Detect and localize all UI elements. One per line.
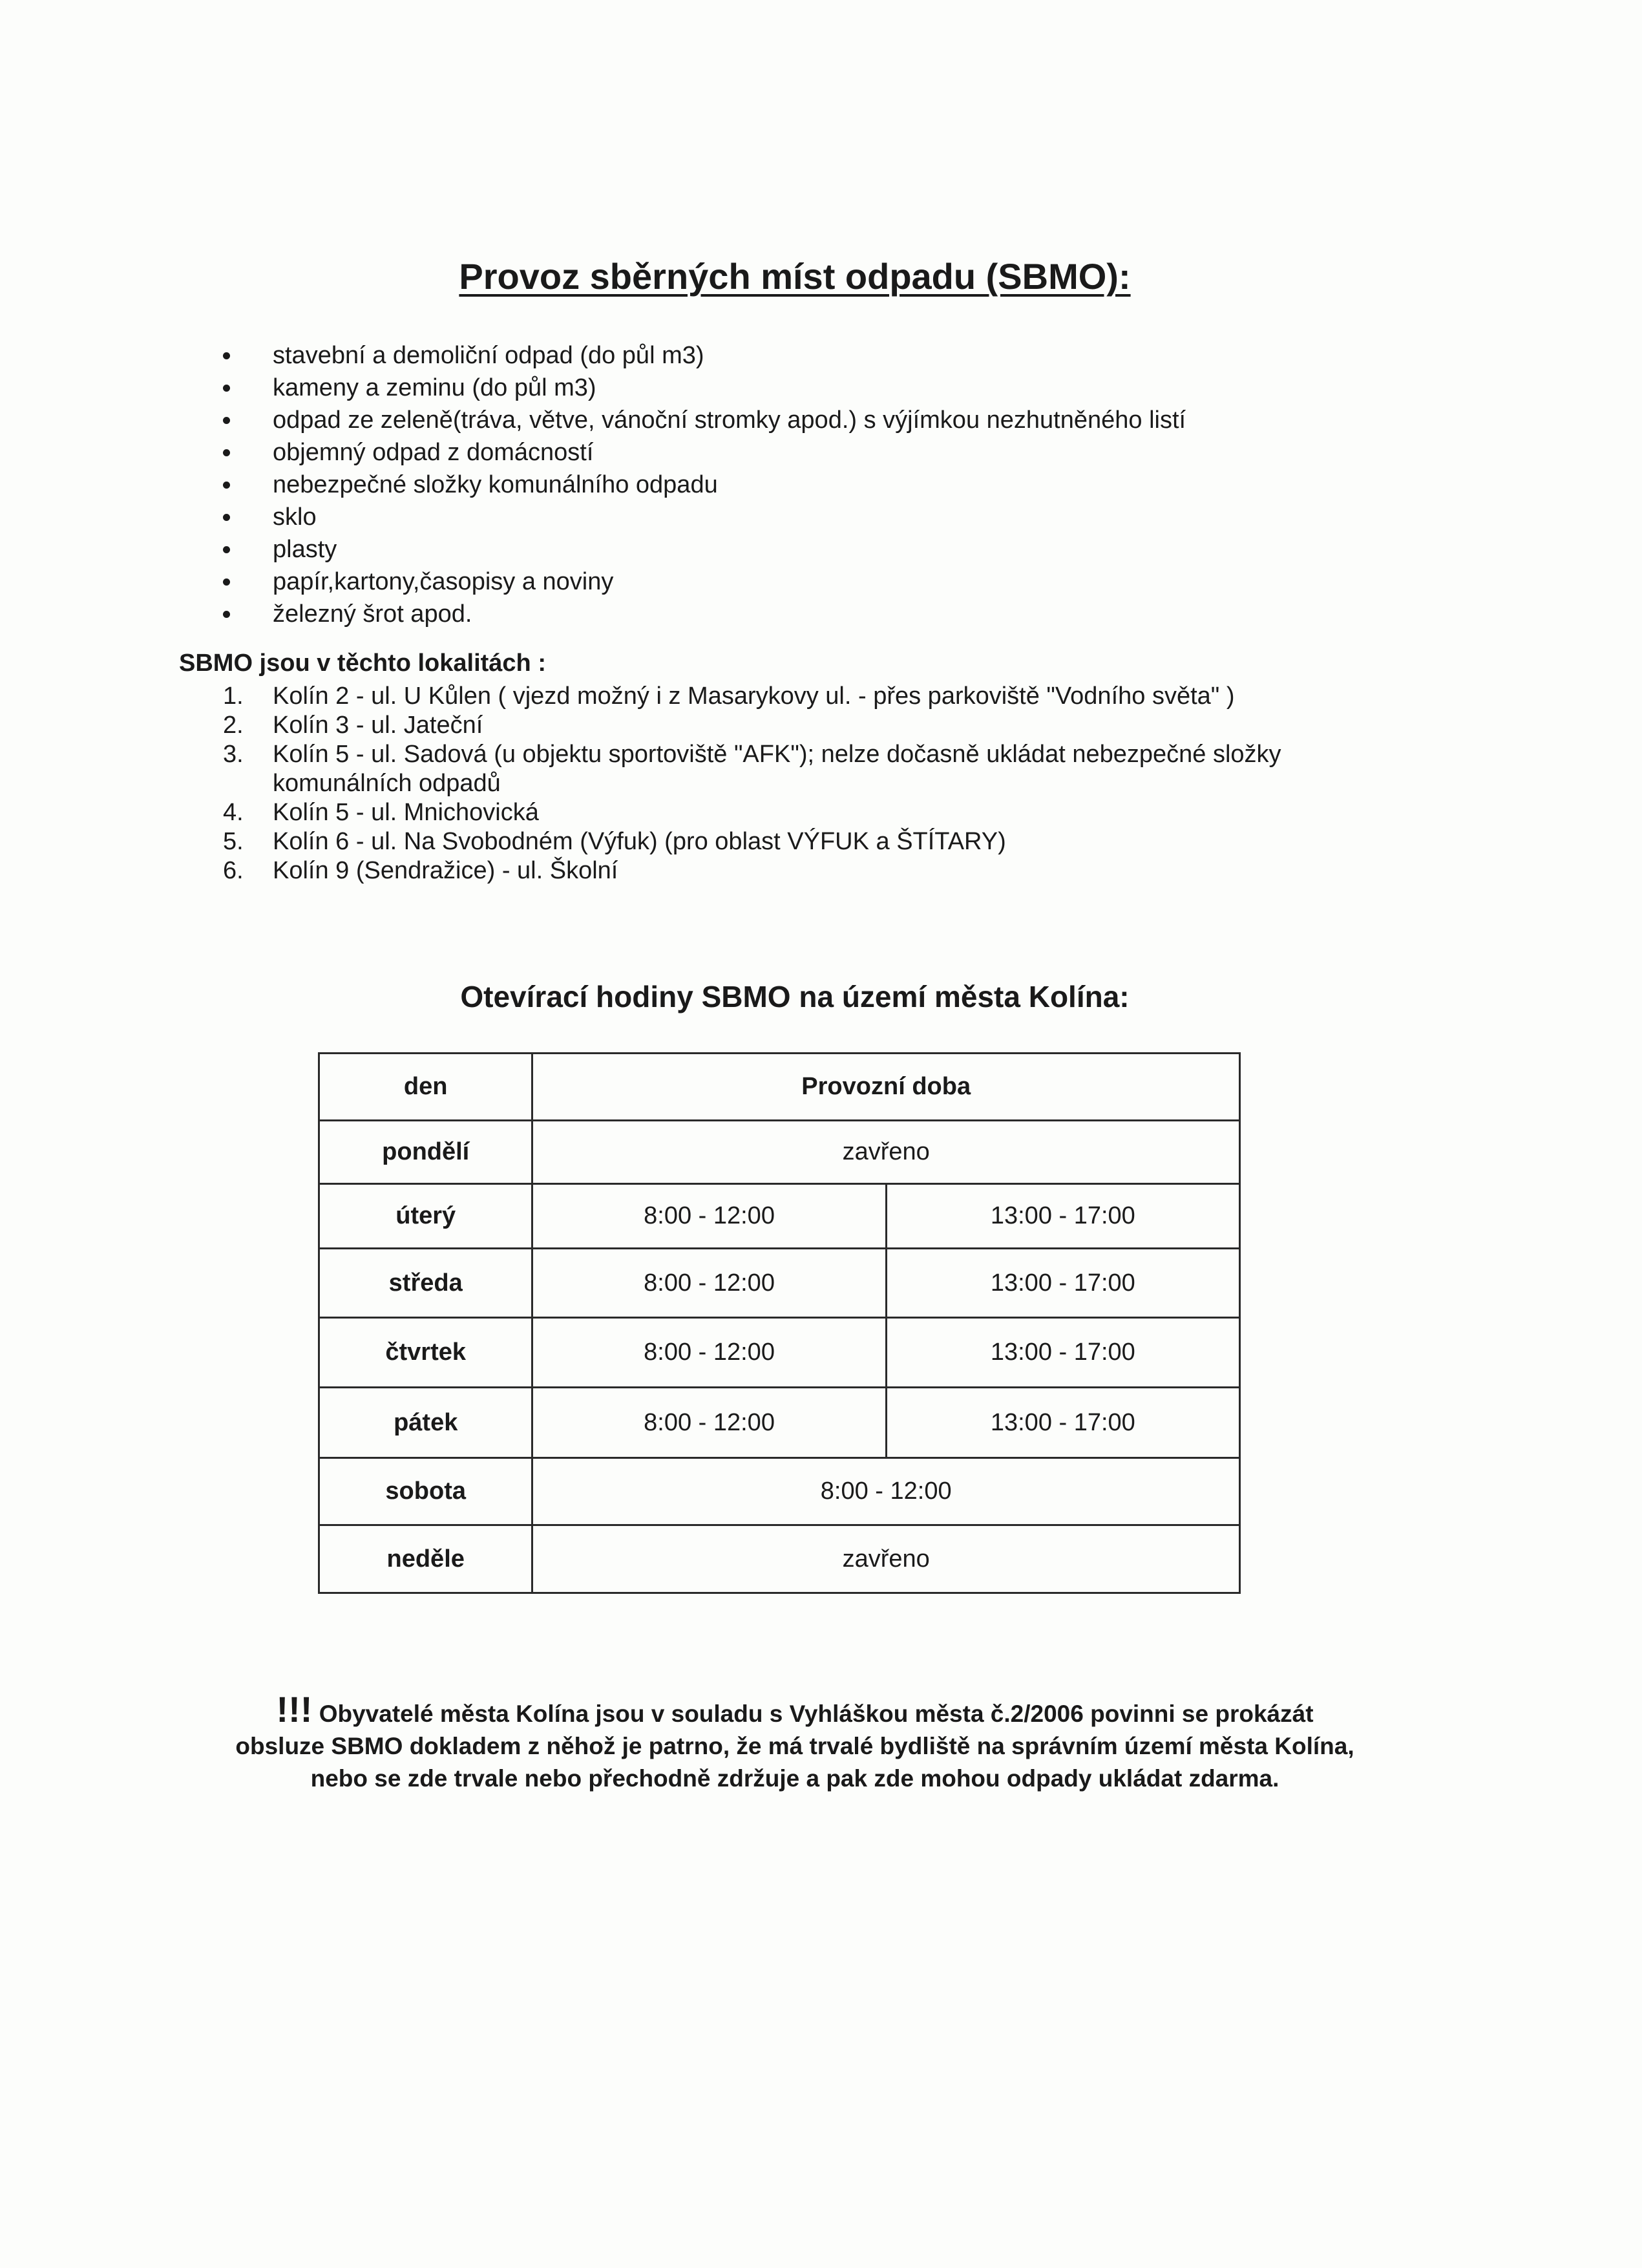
location-item: [223, 740, 1399, 798]
notice-text-1: Obyvatelé města Kolína jsou v souladu s Vyhláškou města č.2/2006 povinni se prokázát: [319, 1701, 1314, 1727]
residency-notice: [0, 1689, 1590, 1795]
location-number: 1.: [223, 683, 244, 710]
table-row: [319, 1318, 1240, 1388]
location-number: 2.: [223, 712, 244, 739]
morning-hours-cell: 8:00 - 12:00: [532, 1318, 886, 1388]
location-item: [223, 827, 1399, 856]
list-item: [223, 372, 1186, 404]
list-item-text: objemný odpad z domácností: [273, 439, 594, 466]
afternoon-hours-cell: 13:00 - 17:00: [886, 1249, 1239, 1318]
notice-line-1: [0, 1689, 1590, 1730]
hours-cell: zavřeno: [532, 1121, 1240, 1184]
location-item: [223, 856, 1399, 885]
hours-cell: 8:00 - 12:00: [532, 1458, 1240, 1525]
list-item: [223, 566, 1186, 598]
day-cell: úterý: [319, 1184, 532, 1249]
locations-list: [223, 682, 1399, 885]
list-item: [223, 501, 1186, 533]
table-row: [319, 1184, 1240, 1249]
list-item-text: plasty: [273, 536, 337, 563]
notice-line-3: nebo se zde trvale nebo přechodně zdržuje a pak zde mohou odpady ukládat zdarma.: [310, 1765, 1279, 1792]
bullet-icon: [223, 546, 230, 553]
location-number: 3.: [223, 741, 244, 768]
day-cell: pondělí: [319, 1121, 532, 1184]
day-cell: neděle: [319, 1525, 532, 1593]
day-cell: středa: [319, 1249, 532, 1318]
morning-hours-cell: 8:00 - 12:00: [532, 1249, 886, 1318]
list-item-text: odpad ze zeleně(tráva, větve, vánoční stromky apod.) s výjímkou nezhutněného listí: [273, 407, 1186, 434]
header-day: den: [319, 1054, 532, 1121]
page-title: Provoz sběrných míst odpadu (SBMO):: [459, 256, 1131, 297]
location-item: [223, 798, 1399, 827]
list-item-text: železný šrot apod.: [273, 600, 472, 628]
day-cell: sobota: [319, 1458, 532, 1525]
list-item: [223, 339, 1186, 372]
list-item-text: kameny a zeminu (do půl m3): [273, 374, 596, 401]
location-text: Kolín 3 - ul. Jateční: [273, 712, 483, 739]
location-text: Kolín 6 - ul. Na Svobodném (Výfuk) (pro oblast VÝFUK a ŠTÍTARY): [273, 828, 1006, 855]
table-row: [319, 1249, 1240, 1318]
location-number: 5.: [223, 828, 244, 855]
bullet-icon: [223, 352, 230, 359]
list-item: [223, 598, 1186, 630]
locations-heading: SBMO jsou v těchto lokalitách :: [179, 650, 546, 677]
afternoon-hours-cell: 13:00 - 17:00: [886, 1388, 1239, 1458]
table-header-row: [319, 1054, 1240, 1121]
list-item: [223, 469, 1186, 501]
bullet-icon: [223, 611, 230, 618]
morning-hours-cell: 8:00 - 12:00: [532, 1184, 886, 1249]
table-row: [319, 1388, 1240, 1458]
bullet-icon: [223, 578, 230, 586]
opening-hours-table: [318, 1052, 1241, 1594]
header-hours: Provozní doba: [532, 1054, 1240, 1121]
exclamation-marks: !!!: [276, 1689, 313, 1730]
bullet-icon: [223, 482, 230, 489]
list-item: [223, 404, 1186, 436]
day-cell: pátek: [319, 1388, 532, 1458]
table-row: [319, 1121, 1240, 1184]
location-text: Kolín 2 - ul. U Kůlen ( vjezd možný i z Masarykovy ul. - přes parkoviště "Vodního světa" ): [273, 683, 1235, 710]
morning-hours-cell: 8:00 - 12:00: [532, 1388, 886, 1458]
bullet-icon: [223, 417, 230, 424]
location-number: 4.: [223, 799, 244, 826]
location-text: Kolín 5 - ul. Sadová (u objektu sportoviště "AFK"); nelze dočasně ukládat nebezpečné složky komunálních odpadů: [273, 741, 1281, 797]
list-item: [223, 436, 1186, 469]
bullet-icon: [223, 449, 230, 456]
list-item-text: papír,kartony,časopisy a noviny: [273, 568, 614, 595]
location-item: [223, 711, 1399, 740]
table-row: [319, 1458, 1240, 1525]
notice-line-2: obsluze SBMO dokladem z něhož je patrno, že má trvalé bydliště na správním území města Kolína,: [235, 1733, 1354, 1759]
bullet-icon: [223, 514, 230, 521]
table-row: [319, 1525, 1240, 1593]
day-cell: čtvrtek: [319, 1318, 532, 1388]
afternoon-hours-cell: 13:00 - 17:00: [886, 1318, 1239, 1388]
list-item-text: nebezpečné složky komunálního odpadu: [273, 471, 718, 498]
opening-hours-title: Otevírací hodiny SBMO na území města Kolína:: [460, 980, 1130, 1013]
afternoon-hours-cell: 13:00 - 17:00: [886, 1184, 1239, 1249]
bullet-icon: [223, 385, 230, 392]
list-item-text: stavební a demoliční odpad (do půl m3): [273, 342, 704, 369]
location-text: Kolín 5 - ul. Mnichovická: [273, 799, 539, 826]
location-text: Kolín 9 (Sendražice) - ul. Školní: [273, 857, 618, 884]
hours-cell: zavřeno: [532, 1525, 1240, 1593]
location-item: [223, 682, 1399, 711]
location-number: 6.: [223, 857, 244, 884]
list-item: [223, 533, 1186, 566]
accepted-waste-list: [223, 339, 1186, 630]
list-item-text: sklo: [273, 503, 317, 531]
